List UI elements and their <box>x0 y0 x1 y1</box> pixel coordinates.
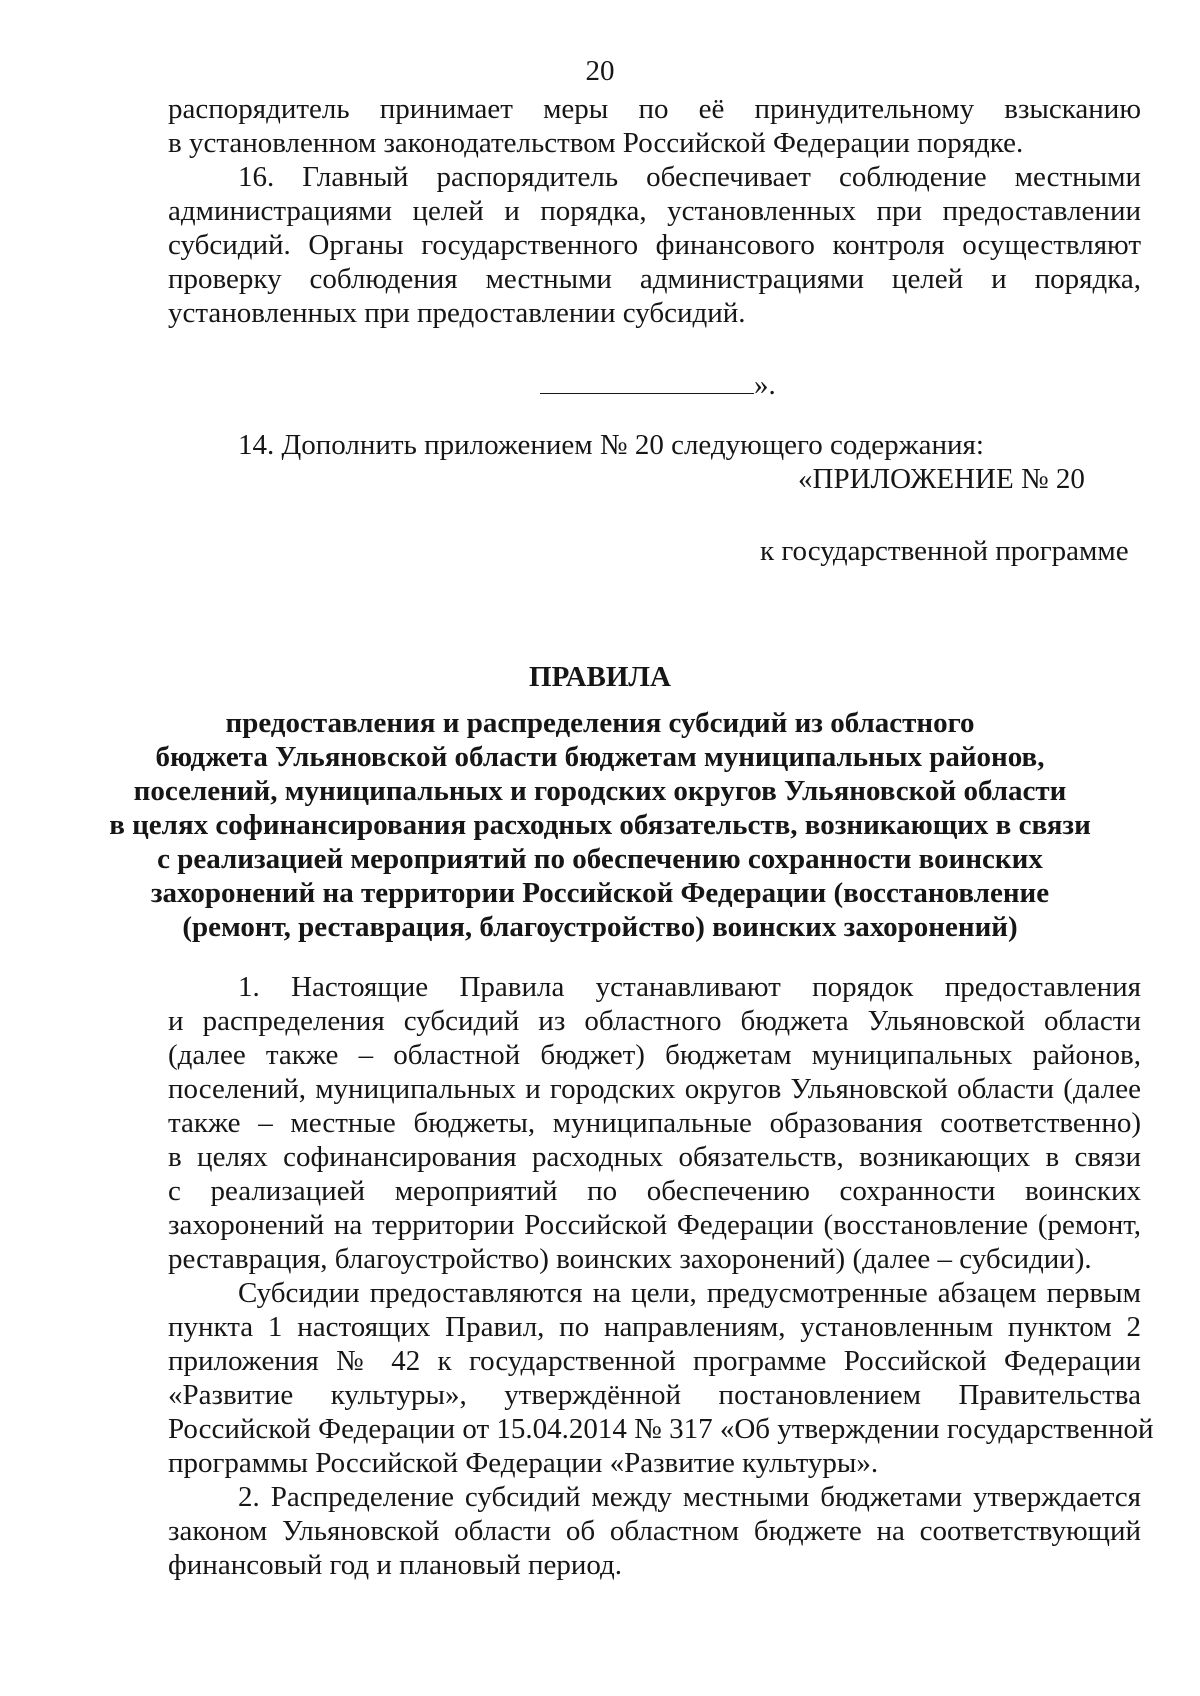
text-line: субсидий. Органы государственного финансового контроля осуществляют <box>168 229 1141 261</box>
text-line: в установленном законодательством Российской Федерации порядке. <box>168 127 1024 159</box>
rules-subtitle-line: предоставления и распределения субсидий из областного <box>225 707 975 739</box>
body-line: поселений, муниципальных и городских округов Ульяновской области (далее <box>168 1073 1141 1105</box>
rules-subtitle-line: бюджета Ульяновской области бюджетам муниципальных районов, <box>155 741 1045 773</box>
text-line: проверку соблюдения местными администрациями целей и порядка, <box>168 263 1141 295</box>
rules-subtitle-line: с реализацией мероприятий по обеспечению сохранности воинских <box>157 843 1043 875</box>
closing-mark: ». <box>754 369 776 401</box>
body-line: Субсидии предоставляются на цели, предусмотренные абзацем первым <box>238 1277 1141 1309</box>
body-line: законом Ульяновской области об областном бюджете на соответствующий <box>168 1515 1141 1547</box>
appendix-program-ref: к государственной программе <box>760 535 1129 567</box>
body-line: Российской Федерации от 15.04.2014 № 317 «Об утверждении государственной <box>168 1413 1154 1445</box>
amendment-text: 14. Дополнить приложением № 20 следующего содержания: <box>238 429 984 461</box>
rules-subtitle-line: (ремонт, реставрация, благоустройство) воинских захоронений) <box>182 911 1018 943</box>
body-line: реставрация, благоустройство) воинских захоронений) (далее – субсидии). <box>168 1243 1092 1275</box>
body-line: и распределения субсидий из областного бюджета Ульяновской области <box>168 1005 1141 1037</box>
rules-subtitle-line: поселений, муниципальных и городских округов Ульяновской области <box>133 775 1067 807</box>
text-line: распорядитель принимает меры по её принудительному взысканию <box>168 93 1141 125</box>
body-line: программы Российской Федерации «Развитие культуры». <box>168 1447 879 1479</box>
rules-heading: ПРАВИЛА <box>529 661 671 693</box>
body-line: пункта 1 настоящих Правил, по направлениям, установленным пунктом 2 <box>168 1311 1141 1343</box>
body-line: приложения № 42 к государственной программе Российской Федерации <box>168 1345 1141 1377</box>
text-line: администрациями целей и порядка, установленных при предоставлении <box>168 195 1141 227</box>
body-line: (далее также – областной бюджет) бюджетам муниципальных районов, <box>168 1039 1141 1071</box>
body-line: 1. Настоящие Правила устанавливают порядок предоставления <box>238 971 1141 1003</box>
body-line: в целях софинансирования расходных обязательств, возникающих в связи <box>168 1141 1141 1173</box>
appendix-title: «ПРИЛОЖЕНИЕ № 20 <box>798 463 1085 495</box>
body-line: также – местные бюджеты, муниципальные образования соответственно) <box>168 1107 1141 1139</box>
rules-subtitle-line: в целях софинансирования расходных обязательств, возникающих в связи <box>109 809 1091 841</box>
body-line: финансовый год и плановый период. <box>168 1549 623 1581</box>
text-line: установленных при предоставлении субсидий. <box>168 297 746 329</box>
body-line: 2. Распределение субсидий между местными бюджетами утверждается <box>238 1481 1141 1513</box>
body-line: с реализацией мероприятий по обеспечению сохранности воинских <box>168 1175 1141 1207</box>
body-line: «Развитие культуры», утверждённой постановлением Правительства <box>168 1379 1141 1411</box>
text-line: 16. Главный распорядитель обеспечивает соблюдение местными <box>238 161 1141 193</box>
underline-rule <box>540 369 754 394</box>
page-number: 20 <box>585 55 615 87</box>
rules-subtitle-line: захоронений на территории Российской Федерации (восстановление <box>150 877 1050 909</box>
closing-rule <box>540 368 776 402</box>
body-line: захоронений на территории Российской Федерации (восстановление (ремонт, <box>168 1209 1141 1241</box>
